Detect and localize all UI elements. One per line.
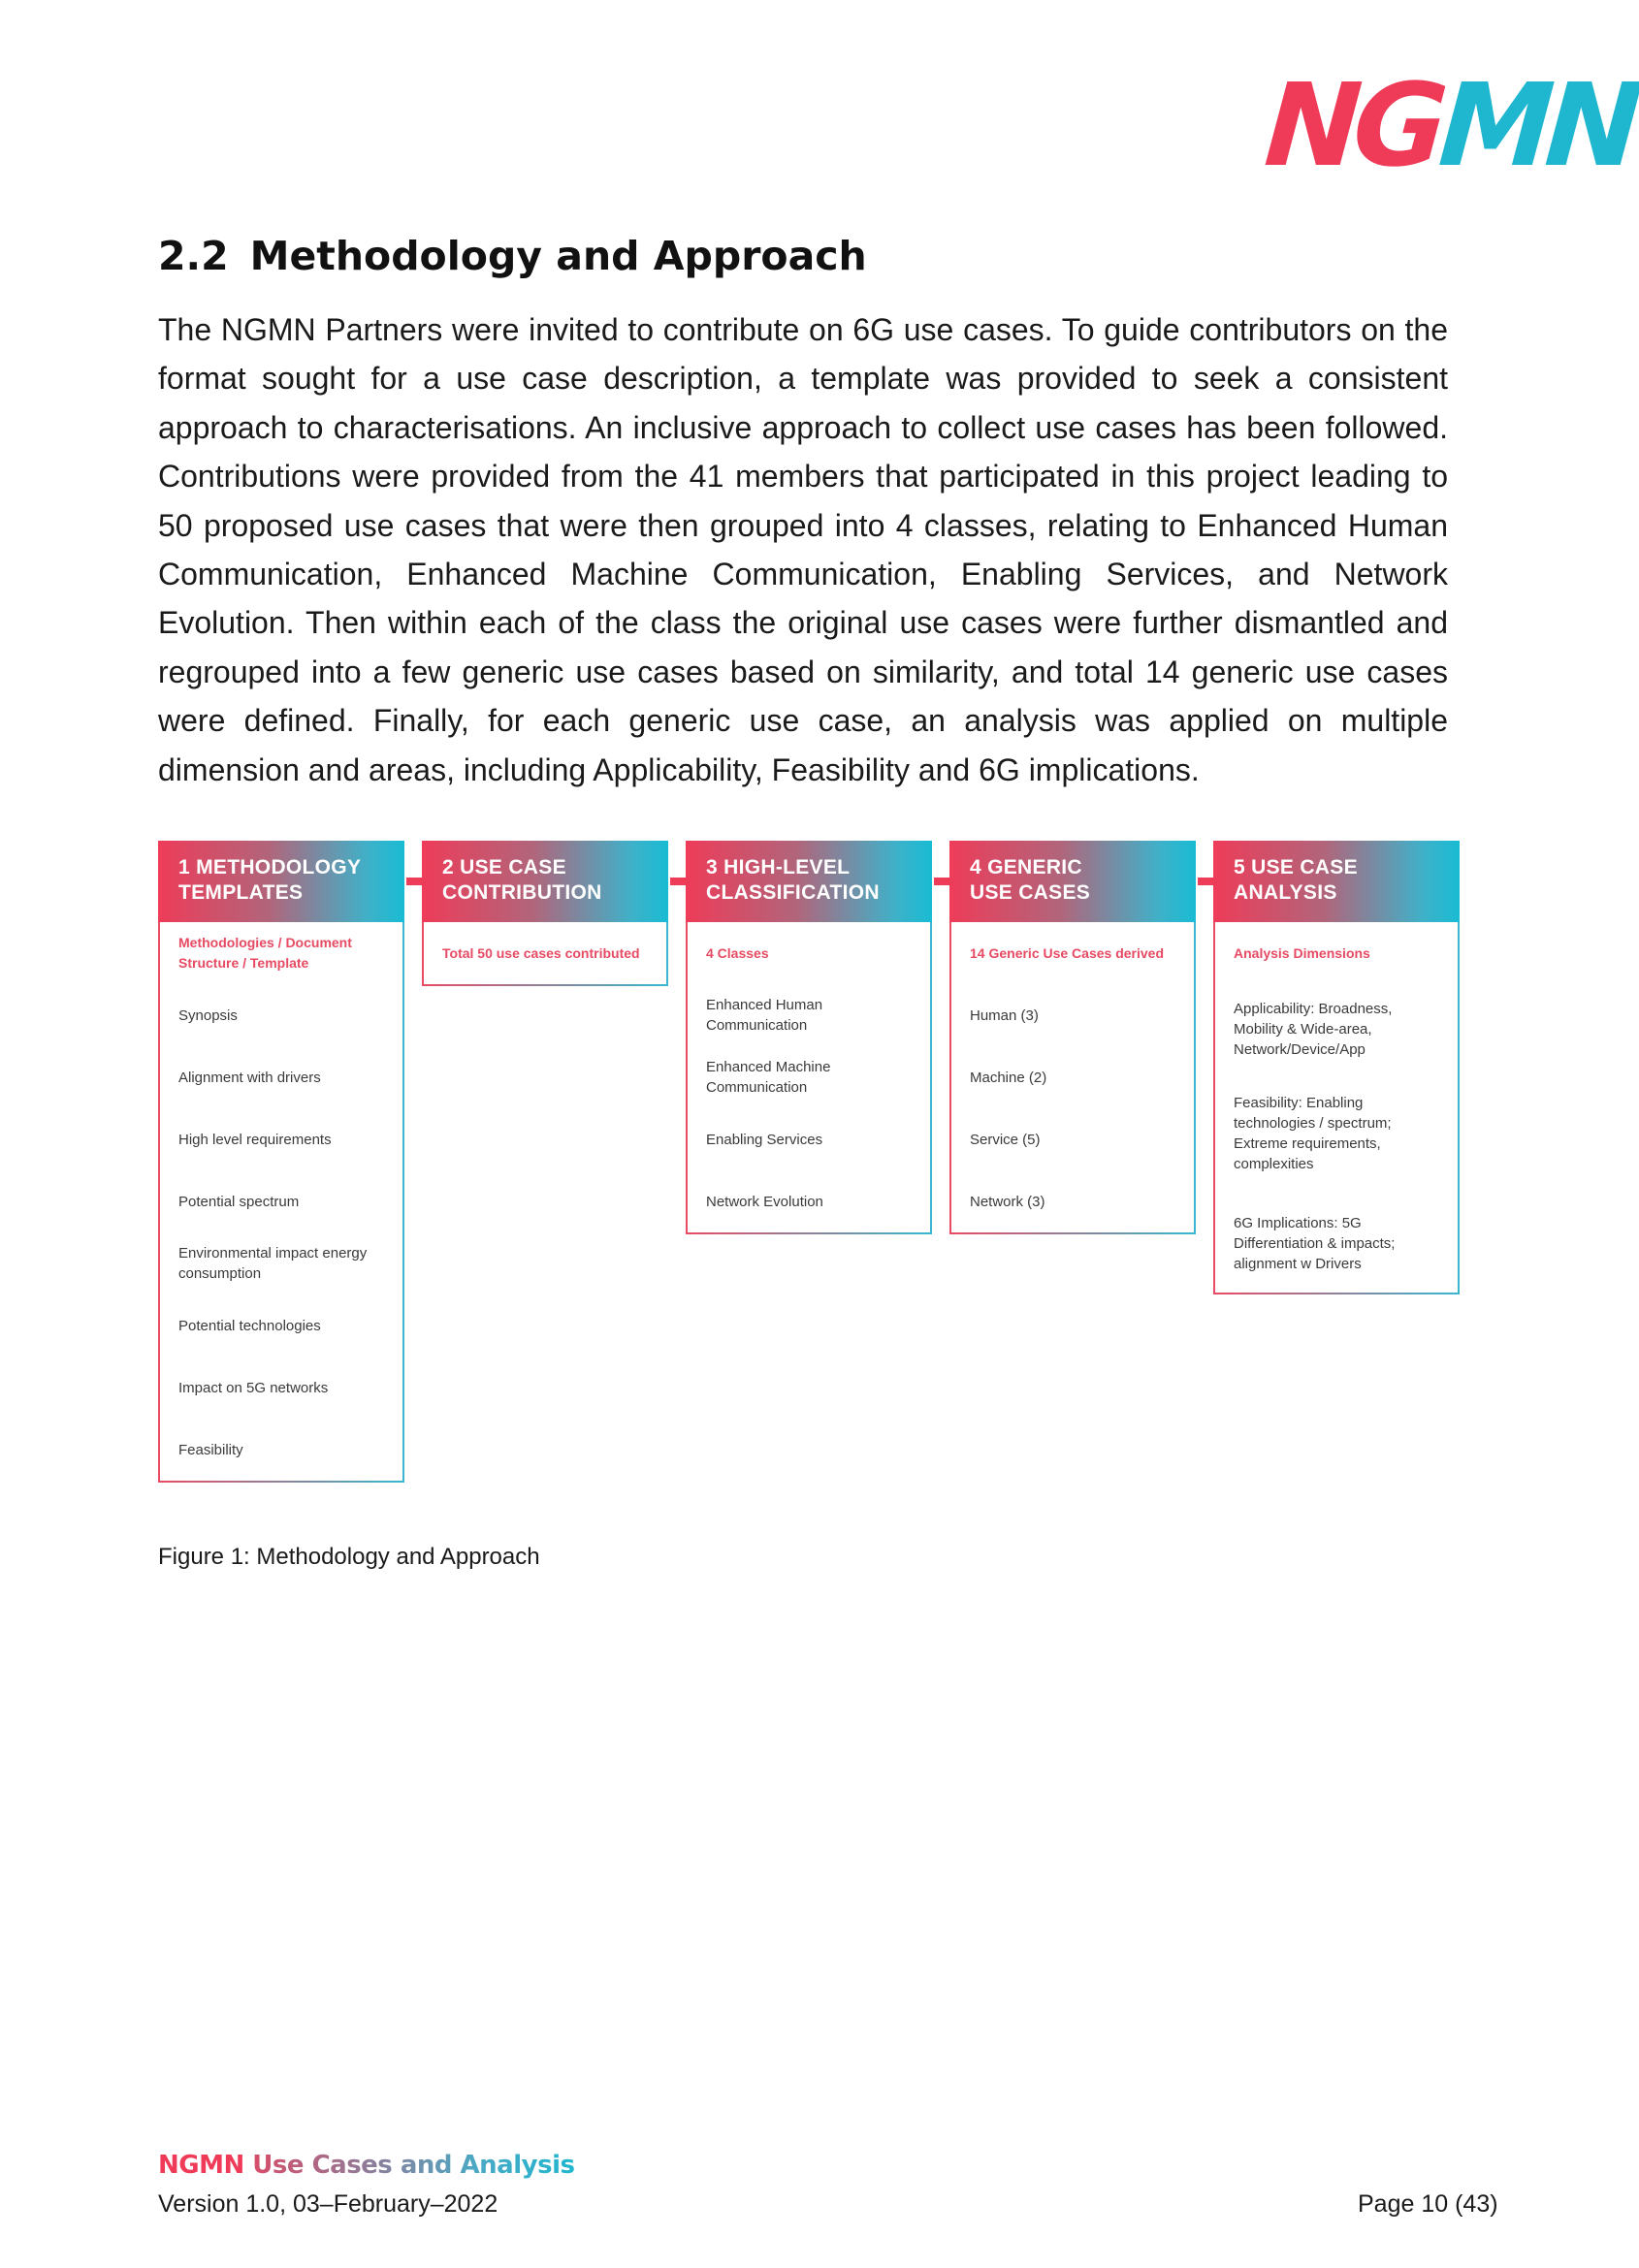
column-cell: Network Evolution bbox=[688, 1170, 930, 1232]
column-cell-heading: Total 50 use cases contributed bbox=[424, 922, 666, 984]
methodology-figure bbox=[158, 841, 1462, 1490]
logo-part-ng: NG bbox=[1261, 58, 1445, 192]
column-cells bbox=[158, 922, 404, 1483]
column-cells bbox=[686, 922, 932, 1234]
footer-version: Version 1.0, 03–February–2022 bbox=[158, 2190, 498, 2218]
column-cell: Environmental impact energy consumption bbox=[160, 1232, 402, 1294]
column-header bbox=[949, 841, 1196, 922]
column-cell: Potential technologies bbox=[160, 1294, 402, 1357]
column-cell: Enhanced Machine Communication bbox=[688, 1046, 930, 1108]
section-number: 2.2 bbox=[158, 233, 229, 279]
footer-title-rest: Use Cases and Analysis bbox=[252, 2151, 575, 2180]
footer-document-title bbox=[158, 2151, 574, 2180]
column-cell: Synopsis bbox=[160, 984, 402, 1046]
column-cell: Machine (2) bbox=[951, 1046, 1194, 1108]
column-cell: Potential spectrum bbox=[160, 1170, 402, 1232]
column-header-line1: 3 HIGH-LEVEL bbox=[706, 856, 851, 878]
column-header-line1: 5 USE CASE bbox=[1234, 856, 1358, 878]
column-cell-heading: 14 Generic Use Cases derived bbox=[951, 922, 1194, 984]
column-header-line2: USE CASES bbox=[970, 881, 1091, 904]
column-cells bbox=[949, 922, 1196, 1234]
column-header bbox=[158, 841, 404, 922]
column-header-line2: TEMPLATES bbox=[178, 881, 304, 904]
column-high-level-classification bbox=[686, 841, 932, 1234]
footer-brand: NGMN bbox=[158, 2151, 244, 2180]
column-cell: High level requirements bbox=[160, 1108, 402, 1170]
column-methodology-templates bbox=[158, 841, 404, 1483]
column-header-line1: 4 GENERIC bbox=[970, 856, 1082, 878]
column-generic-use-cases bbox=[949, 841, 1196, 1234]
column-cell-heading: 4 Classes bbox=[688, 922, 930, 984]
column-cell-heading: Analysis Dimensions bbox=[1215, 922, 1458, 984]
column-header-line2: CLASSIFICATION bbox=[706, 881, 880, 904]
column-header bbox=[422, 841, 668, 922]
column-cell: Enabling Services bbox=[688, 1108, 930, 1170]
column-cells bbox=[1213, 922, 1460, 1294]
ngmn-logo bbox=[1261, 58, 1639, 192]
column-cell: Applicability: Broadness, Mobility & Wide-area, Network/Device/App bbox=[1215, 984, 1458, 1073]
column-cell: Impact on 5G networks bbox=[160, 1357, 402, 1419]
logo-part-mn: MN bbox=[1434, 58, 1639, 192]
column-header-line2: ANALYSIS bbox=[1234, 881, 1337, 904]
section-heading bbox=[158, 233, 867, 279]
column-cell: Service (5) bbox=[951, 1108, 1194, 1170]
column-cell: Feasibility bbox=[160, 1419, 402, 1481]
footer-page-number: Page 10 (43) bbox=[1358, 2190, 1498, 2218]
column-header-line1: 1 METHODOLOGY bbox=[178, 856, 362, 878]
column-header bbox=[1213, 841, 1460, 922]
column-cell: 6G Implications: 5G Differentiation & impacts; alignment w Drivers bbox=[1215, 1194, 1458, 1293]
section-title: Methodology and Approach bbox=[249, 233, 867, 279]
column-cell-heading: Methodologies / Document Structure / Template bbox=[160, 922, 402, 984]
column-cell: Human (3) bbox=[951, 984, 1194, 1046]
column-use-case-contribution bbox=[422, 841, 668, 986]
column-cell: Alignment with drivers bbox=[160, 1046, 402, 1108]
column-cell: Enhanced Human Communication bbox=[688, 984, 930, 1046]
column-cell: Feasibility: Enabling technologies / spectrum; Extreme requirements, complexities bbox=[1215, 1073, 1458, 1194]
body-paragraph: The NGMN Partners were invited to contribute on 6G use cases. To guide contributors on the format sought for a use case description, a template was provided to seek a consistent approach to characterisations. An inclusive approach to collect use cases has been followed. Contributions were provided from the 41 members that participated in this project leading to 50 proposed use cases that were then grouped into 4 classes, relating to Enhanced Human Communication, Enhanced Machine Communication, Enabling Services, and Network Evolution. Then within each of the class the original use cases were further dismantled and regrouped into a few generic use cases based on similarity, and total 14 generic use cases were defined. Finally, for each generic use case, an analysis was applied on multiple dimension and areas, including Applicability, Feasibility and 6G implications. bbox=[158, 312, 1448, 787]
column-header-line1: 2 USE CASE bbox=[442, 856, 566, 878]
column-cell: Network (3) bbox=[951, 1170, 1194, 1232]
column-header-line2: CONTRIBUTION bbox=[442, 881, 602, 904]
column-cells bbox=[422, 922, 668, 986]
figure-caption: Figure 1: Methodology and Approach bbox=[158, 1544, 540, 1570]
column-use-case-analysis bbox=[1213, 841, 1460, 1294]
column-header bbox=[686, 841, 932, 922]
